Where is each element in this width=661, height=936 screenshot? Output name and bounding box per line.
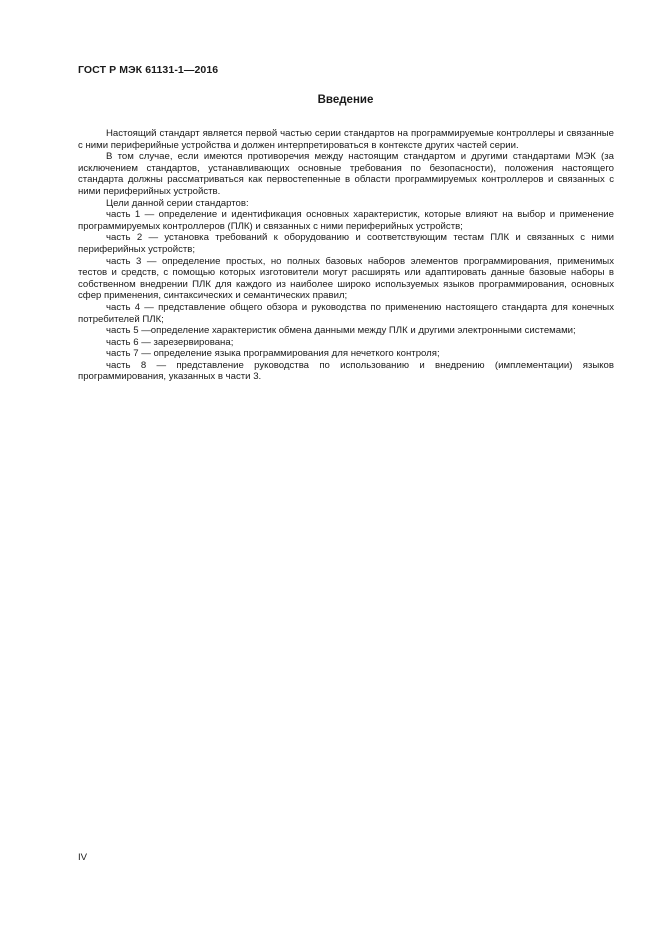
body-text: [78, 128, 614, 383]
page-number: IV: [78, 852, 88, 863]
list-item-part-3: часть 3 — определение простых, но полных базовых наборов элементов программирования, применимых тестов и средств, с помощью которых изготовители могут расширять или адаптировать данные базовые наборы в собственном внедрении ПЛК для каждого из наиболее широко используемых языков программирования, основных сфер применения, синтаксических и семантических правил;: [78, 255, 614, 302]
list-item-part-2: часть 2 — установка требований к оборудованию и соответствующим тестам ПЛК и связанных с ними периферийных устройств;: [78, 232, 614, 255]
list-item-part-8: часть 8 — представление руководства по использованию и внедрению (имплементации) языков программирования, указанных в части 3.: [78, 359, 614, 383]
list-item-part-4: часть 4 — представление общего обзора и руководства по применению настоящего стандарта для конечных потребителей ПЛК;: [78, 301, 614, 325]
document-header: ГОСТ Р МЭК 61131-1—2016: [78, 64, 219, 76]
list-item-part-7: часть 7 — определение языка программирования для нечеткого контроля;: [106, 348, 440, 360]
list-item-part-1: часть 1 — определение и идентификация основных характеристик, которые влияют на выбор и применение программируемых контроллеров (ПЛК) и связанных с ними периферийных устройств;: [78, 209, 614, 232]
list-item-part-5: часть 5 —определение характеристик обмена данными между ПЛК и другими электронными системами;: [106, 325, 576, 337]
paragraph: В том случае, если имеются противоречия между настоящим стандартом и другими стандартами МЭК (за исключением стандартов, устанавливающих основные требования по безопасности), положения настоящего стандарта должны рассматриваться как первостепенные в области программируемых контроллеров и связанных с ними периферийных устройств.: [78, 151, 614, 197]
section-title: Введение: [317, 94, 374, 106]
list-item-part-6: часть 6 — зарезервирована;: [106, 336, 234, 348]
paragraph: Цели данной серии стандартов:: [106, 197, 249, 209]
paragraph: Настоящий стандарт является первой частью серии стандартов на программируемые контроллеры и связанные с ними периферийные устройства и должен интерпретироваться в контексте других частей серии.: [78, 128, 614, 151]
